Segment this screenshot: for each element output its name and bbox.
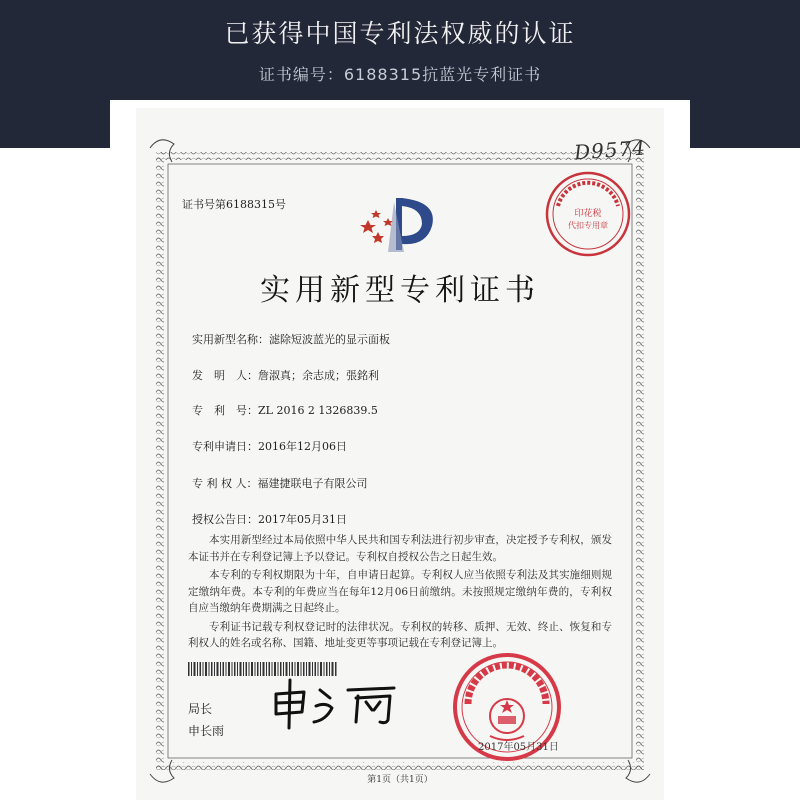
- field-value: 福建捷联电子有限公司: [257, 477, 368, 490]
- page-number: 第1页（共1页）: [367, 775, 433, 785]
- field-label: 发 明 人：: [192, 369, 258, 382]
- director-title: 局长: [188, 702, 213, 716]
- field-inventors: [192, 367, 379, 383]
- director-name: 申长雨: [188, 724, 225, 738]
- field-label: 专 利 权 人：: [192, 477, 258, 490]
- body-paragraph: 专利证书记载专利权登记时的法律状况。专利权的转移、质押、无效、终止、恢复和专利权人的姓名或名称、国籍、地址变更等事项记载在专利登记簿上。: [188, 620, 612, 649]
- field-grant-date: [192, 511, 347, 527]
- field-label: 实用新型名称：: [192, 333, 269, 346]
- body-paragraph: 本专利的专利权期限为十年，自申请日起算。专利权人应当依照专利法及其实施细则规定缴纳年费。本专利的年费应当在每年12月06日前缴纳。未按照规定缴纳年费的，专利权自应当缴纳年费期满之日起终止。: [188, 569, 612, 614]
- field-label: 专 利 号：: [192, 404, 258, 417]
- field-patent-number: [192, 402, 378, 418]
- field-application-date: [192, 438, 347, 454]
- seal-small-line-2: 代扣专用章: [568, 221, 608, 230]
- director-signature: [268, 676, 408, 732]
- certificate-title: 实用新型专利证书: [260, 273, 540, 308]
- seal-small-line-1: 印花税: [574, 209, 602, 219]
- field-patentee: [192, 475, 368, 491]
- field-value: 2016年12月06日: [258, 440, 347, 453]
- patent-office-logo-icon: [358, 192, 442, 256]
- certificate-number: 证书号第6188315号: [182, 198, 286, 211]
- stamp-duty-seal: [544, 170, 632, 258]
- field-utility-model-name: [192, 331, 390, 347]
- handwritten-note: D9574: [573, 135, 647, 165]
- barcode: [188, 662, 338, 676]
- field-label: 授权公告日：: [192, 513, 258, 526]
- field-value: 詹淑真；余志成；張銘利: [258, 369, 379, 382]
- field-value: 滤除短波蓝光的显示面板: [269, 333, 390, 346]
- field-value: ZL 2016 2 1326839.5: [258, 404, 378, 417]
- banner-subtitle: 证书编号：6188315抗蓝光专利证书: [258, 65, 542, 84]
- certificate-body: [188, 532, 612, 654]
- banner-title: 已获得中国专利法权威的认证: [224, 19, 576, 48]
- field-label: 专利申请日：: [192, 440, 258, 453]
- seal-date: 2017年05月31日: [478, 742, 559, 753]
- field-value: 2017年05月31日: [258, 513, 347, 526]
- body-paragraph: 本实用新型经过本局依照中华人民共和国专利法进行初步审查，决定授予专利权，颁发本证书并在专利登记簿上予以登记。专利权自授权公告之日起生效。: [188, 534, 612, 563]
